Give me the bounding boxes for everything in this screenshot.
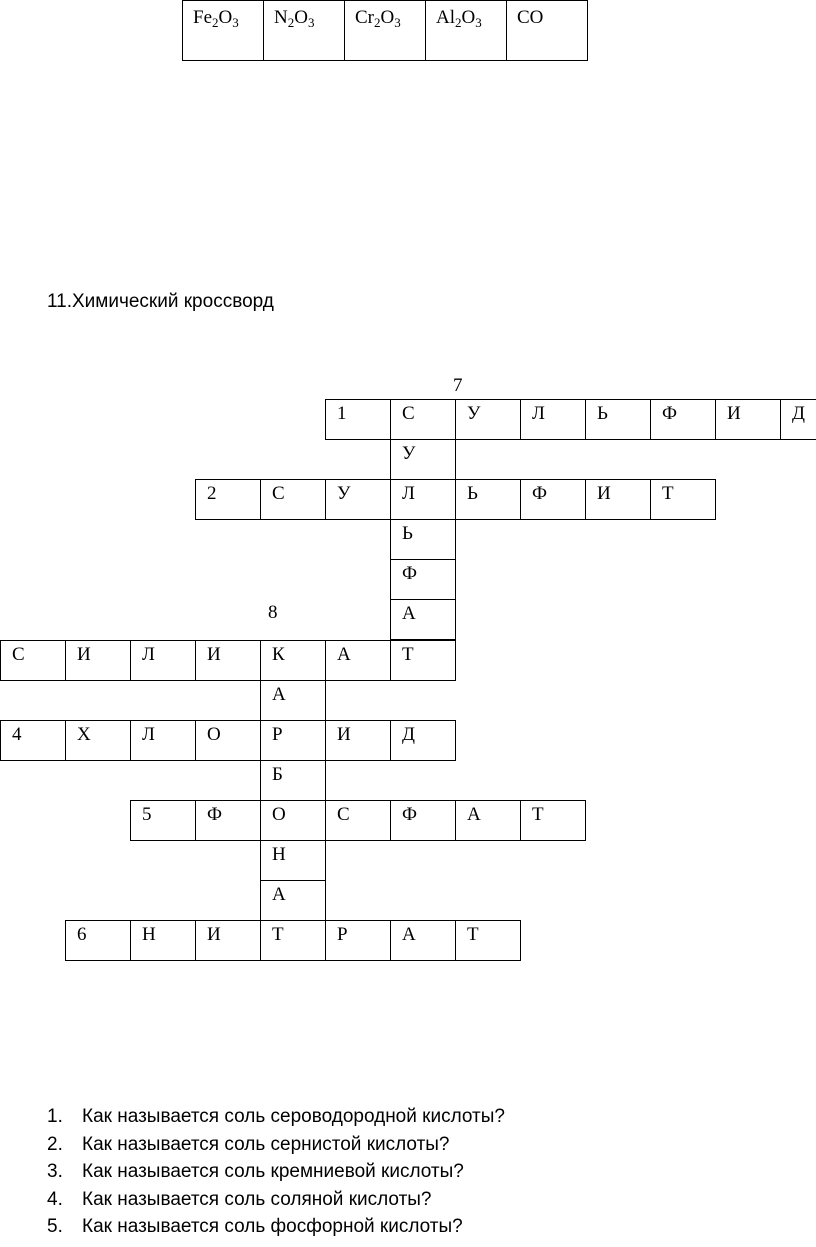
crossword-cell: Б [260, 760, 326, 801]
crossword-cell: 2 [195, 479, 261, 520]
crossword-cell: Ф [650, 399, 716, 440]
formula-cell: $Fe_2O_3$ [183, 1, 264, 61]
crossword-cell: С [0, 640, 66, 681]
crossword-cell: Ь [390, 519, 456, 560]
crossword-cell: Д [780, 399, 816, 440]
crossword-heading: 11.Химический кроссворд [47, 291, 274, 312]
crossword-cell: О [260, 800, 326, 841]
formula-cell: $N_2O_3$ [264, 1, 345, 61]
crossword-cell: Д [390, 720, 456, 761]
crossword-cell: Т [455, 920, 521, 961]
crossword-cell: У [325, 479, 391, 520]
formula-cell: CO [507, 1, 588, 61]
crossword-cell: И [195, 920, 261, 961]
crossword-cell: 1 [325, 399, 391, 440]
crossword-cell: Л [130, 640, 196, 681]
crossword-cell: Ф [390, 800, 456, 841]
crossword-cell: А [390, 920, 456, 961]
crossword-cell: 4 [0, 720, 66, 761]
crossword-cell: Х [65, 720, 131, 761]
crossword-cell: Л [390, 479, 456, 520]
question-item: 3. Как называется соль кремниевой кислоты? [47, 1161, 464, 1182]
crossword-cell: Т [520, 800, 586, 841]
crossword-cell: Ф [195, 800, 261, 841]
crossword-cell: Т [390, 640, 456, 681]
crossword-cell: Ь [455, 479, 521, 520]
crossword-cell: Н [260, 840, 326, 881]
crossword-cell: Т [650, 479, 716, 520]
crossword-cell: С [260, 479, 326, 520]
crossword-cell: Ь [585, 399, 651, 440]
crossword-cell: О [195, 720, 261, 761]
crossword-cell: Т [260, 920, 326, 961]
crossword-cell: А [260, 880, 326, 921]
crossword-cell: 5 [130, 800, 196, 841]
crossword-cell: К [260, 640, 326, 681]
crossword-cell: 6 [65, 920, 131, 961]
clue-number-8: 8 [268, 602, 278, 623]
clue-number-7: 7 [453, 375, 463, 396]
crossword-cell: Н [130, 920, 196, 961]
question-list [47, 1103, 505, 1241]
crossword-cell: У [390, 439, 456, 480]
crossword-cell: А [455, 800, 521, 841]
question-item: 5. Как называется соль фосфорной кислоты? [47, 1216, 463, 1237]
formula-cell: $Al_2O_3$ [426, 1, 507, 61]
question-item: 2. Как называется соль сернистой кислоты? [47, 1133, 450, 1155]
crossword-cell: А [390, 599, 456, 640]
crossword-cell: Р [260, 720, 326, 761]
crossword-cell: А [260, 680, 326, 721]
crossword-cell: С [325, 800, 391, 841]
crossword-cell: Ф [520, 479, 586, 520]
crossword-cell: И [715, 399, 781, 440]
crossword-cell: И [585, 479, 651, 520]
crossword-cell: У [455, 399, 521, 440]
crossword-cell: И [195, 640, 261, 681]
crossword-cell: Л [130, 720, 196, 761]
crossword-cell: И [325, 720, 391, 761]
crossword-cell: И [65, 640, 131, 681]
crossword-cell: Л [520, 399, 586, 440]
crossword-cell: Ф [390, 559, 456, 600]
question-item: 1. Как называется соль сероводородной кислоты? [47, 1106, 505, 1127]
crossword-cell: А [325, 640, 391, 681]
crossword-cell: Р [325, 920, 391, 961]
formula-cell: $Cr_2O_3$ [345, 1, 426, 61]
question-item: 4. Как называется соль соляной кислоты? [47, 1188, 432, 1210]
crossword-cell: С [390, 399, 456, 440]
